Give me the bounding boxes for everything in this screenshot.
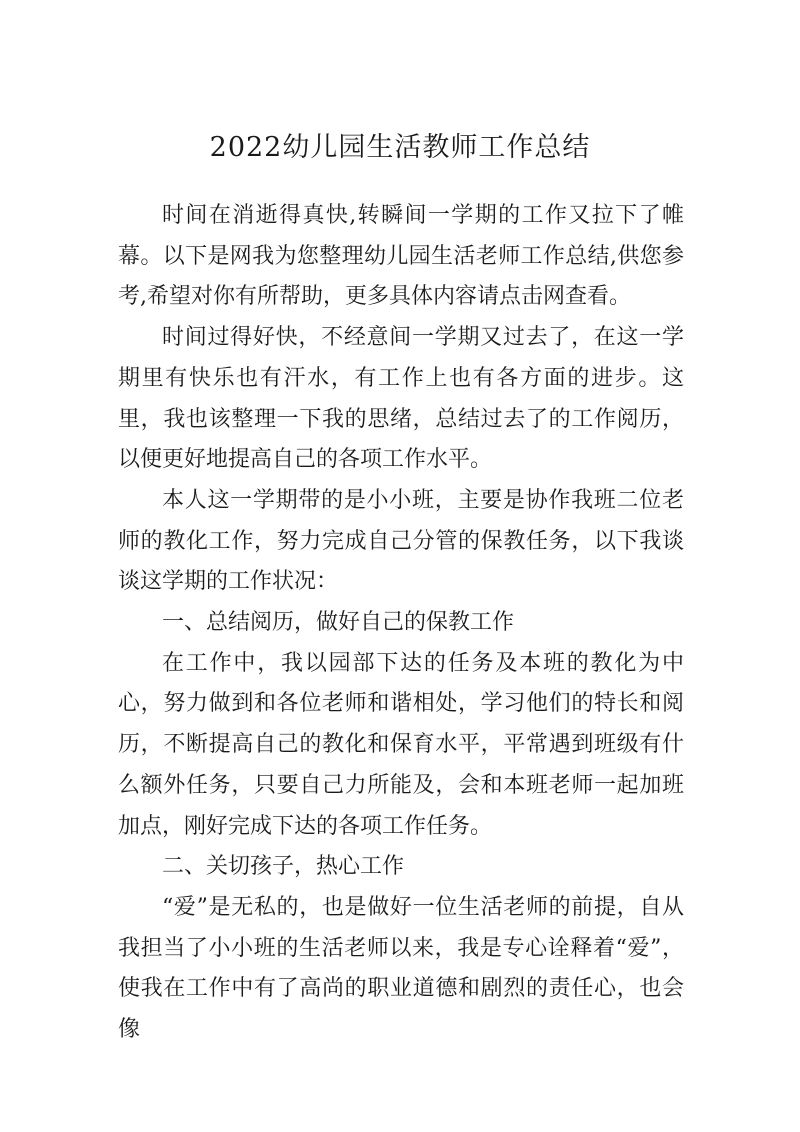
section-heading-1: 一、总结阅历，做好自己的保教工作 bbox=[162, 610, 515, 636]
paragraph-reflection: 时间过得好快，不经意间一学期又过去了，在这一学期里有快乐也有汗水，有工作上也有各方面的进步。这里，我也该整理一下我的思绪，总结过去了的工作阅历，以便更好地提高自己的各项工作水平。 bbox=[118, 325, 684, 473]
paragraph-section-1: 在工作中，我以园部下达的任务及本班的教化为中心，努力做到和各位老师和谐相处，学习他们的特长和阅历，不断提高自己的教化和保育水平，平常遇到班级有什么额外任务，只要自己力所能及，会和本班老师一起加班加点，刚好完成下达的各项工作任务。 bbox=[118, 650, 684, 839]
document-title: 2022幼儿园生活教师工作总结 bbox=[209, 132, 591, 163]
paragraph-section-2: “爱”是无私的，也是做好一位生活老师的前提，自从我担当了小小班的生活老师以来，我是专心诠释着“爱”，使我在工作中有了高尚的职业道德和剧烈的责任心，也会像 bbox=[118, 894, 684, 1043]
paragraph-intro: 时间在消逝得真快,转瞬间一学期的工作又拉下了帷幕。以下是网我为您整理幼儿园生活老师工作总结,供您参考,希望对你有所帮助，更多具体内容请点击网查看。 bbox=[118, 203, 684, 310]
section-heading-2: 二、关切孩子，热心工作 bbox=[162, 854, 405, 880]
document-body bbox=[118, 196, 684, 1051]
paragraph-class-duties: 本人这一学期带的是小小班，主要是协作我班二位老师的教化工作，努力完成自己分管的保教任务，以下我谈谈这学期的工作状况： bbox=[118, 487, 684, 595]
